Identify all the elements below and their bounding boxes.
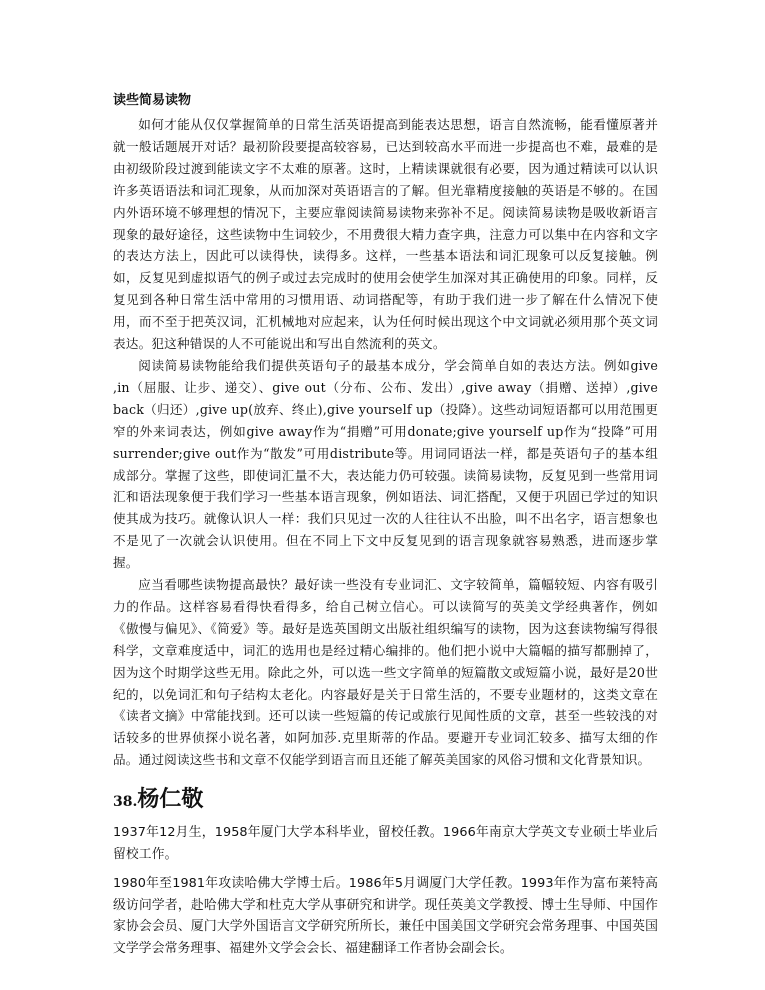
profile-bio-1: 1937年12月生，1958年厦门大学本科毕业，留校任教。1966年南京大学英文专业硕士毕业后留校工作。 [113,825,658,862]
page-content [113,92,658,967]
article-paragraph-2: 阅读简易读物能给我们提供英语句子的最基本成分，学会简单自如的表达方法。例如give ,in（屈服、让步、递交）、give out（分布、公布、发出）,give away（捐赠、送掉）,give back（归还）,give up(放弃、终止),give yourself up（投降）。这些动词短语都可以用范围更窄的外来词表达，例如give away作为“捐赠”可用donate;give yourself up作为“投降”可用surrender;give out作为“散发”可用distribute等。用词同语法一样，都是英语句子的基本组成部分。掌握了这些，即使词汇量不大，表达能力仍可较强。读简易读物，反复见到一些常用词汇和语法现象便于我们学习一些基本语言现象，例如语法、词汇搭配，又便于巩固已学过的知识使其成为技巧。就像认识人一样：我们只见过一次的人往往认不出脸，叫不出名字，语言想象也不是见了一次就会认识使用。但在不同上下文中反复见到的语言现象就容易熟悉，进而逐步掌握。 [113,357,658,571]
article-paragraph-1: 如何才能从仅仅掌握简单的日常生活英语提高到能表达思想，语言自然流畅，能看懂原著并就一般话题展开对话？最初阶段要提高较容易，已达到较高水平而进一步提高也不难，最难的是由初级阶段过渡到能读文字不太难的原著。这时，上精读课就很有必要，因为通过精读可以认识许多英语语法和词汇现象，从而加深对英语语言的了解。但光靠精度接触的英语是不够的。在国内外语环境不够理想的情况下，主要应靠阅读简易读物来弥补不足。阅读简易读物是吸收新语言现象的最好途径，这些读物中生词较少，不用费很大精力查字典，注意力可以集中在内容和文字的表达方法上，因此可以读得快，读得多。这样，一些基本语法和词汇现象可以反复接触。例如，反复见到虚拟语气的例子或过去完成时的使用会使学生加深对其正确使用的印象。同样，反复见到各种日常生活中常用的习惯用语、动词搭配等，有助于我们进一步了解在什么情况下使用，而不至于把英汉词，汇机械地对应起来，认为任何时候出现这个中文词就必须用那个英文词表达。犯这种错误的人不可能说出和写出自然流利的英文。 [113,117,658,352]
profile-number: 38. [113,794,138,811]
profile-title [113,785,658,816]
profile-name: 杨仁敬 [137,786,204,813]
profile-bio-2: 1980年至1981年攻读哈佛大学博士后。1986年5月调厦门大学任教。1993年作为富布莱特高级访问学者，赴哈佛大学和杜克大学从事研究和讲学。现任英美文学教授、博士生导师、中国作家协会会员、厦门大学外国语言文学研究所所长，兼任中国美国文学研究会常务理事、中国英国文学学会常务理事、福建外文学会会长、福建翻译工作者协会副会长。 [113,876,658,956]
article-heading: 读些简易读物 [113,93,192,108]
article-paragraph-3: 应当看哪些读物提高最快？最好读一些没有专业词汇、文字较简单，篇幅较短、内容有吸引力的作品。这样容易看得快看得多，给自己树立信心。可以读简写的英美文学经典著作，例如《傲慢与偏见》、《简爱》等。最好是选英国朗文出版社组织编写的读物，因为这套读物编写得很科学，文章难度适中，词汇的选用也是经过精心编排的。他们把小说中大篇幅的描写都删掉了，因为这个时期学这些无用。除此之外，可以选一些文字简单的短篇散文或短篇小说，最好是20世纪的，以免词汇和句子结构太老化。内容最好是关于日常生活的，不要专业题材的，这类文章在《读者文摘》中常能找到。还可以读一些短篇的传记或旅行见闻性质的文章，甚至一些较浅的对话较多的世界侦探小说名著，如阿加莎.克里斯蒂的作品。要避开专业词汇较多、描写太细的作品。通过阅读这些书和文章不仅能学到语言而且还能了解英美国家的风俗习惯和文化背景知识。 [113,577,658,768]
